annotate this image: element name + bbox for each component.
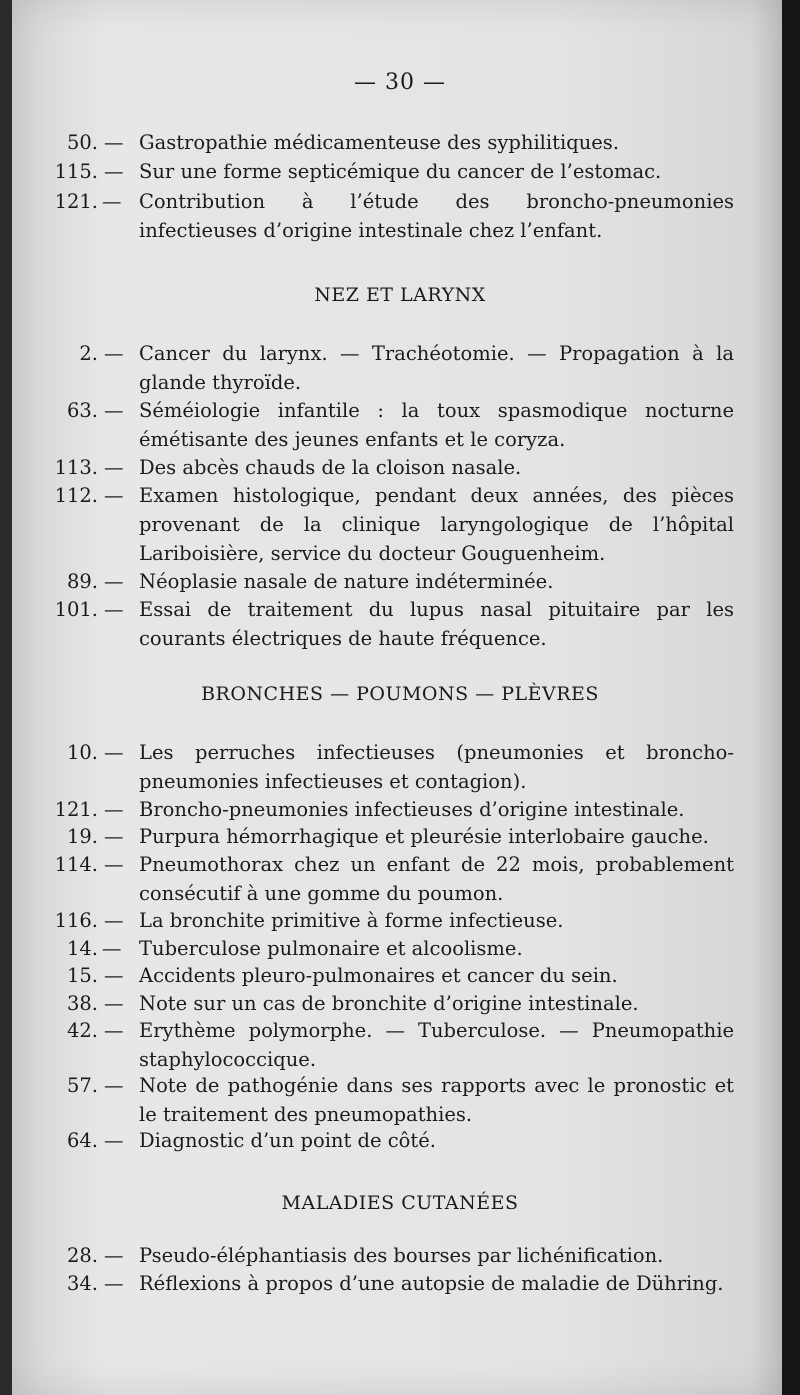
entry-dash: —: [102, 190, 122, 213]
entry-text: Pseudo-éléphantiasis des bourses par lichénification.: [139, 1244, 664, 1267]
entry-text: Diagnostic d’un point de côté.: [139, 1129, 436, 1152]
entry-dash: —: [104, 131, 124, 154]
entry-text: Contribution à l’étude des broncho-pneumonies infectieuses d’origine intestinale chez l’enfant.: [139, 190, 734, 242]
entry-dash: —: [104, 342, 124, 365]
entry-text: Broncho-pneumonies infectieuses d’origine intestinale.: [139, 798, 685, 821]
entry-number: 63.: [66, 399, 98, 422]
page-number: — 30 —: [354, 70, 446, 95]
entry-dash: —: [104, 825, 124, 848]
entry-number: 10.: [66, 741, 98, 764]
entry-number: 14.: [66, 937, 98, 960]
entry-dash: —: [104, 1272, 124, 1295]
entry-number: 38.: [66, 992, 98, 1015]
entry-number: 114.: [54, 853, 98, 876]
section-heading: BRONCHES — POUMONS — PLÈVRES: [201, 683, 599, 705]
section-heading: MALADIES CUTANÉES: [281, 1192, 519, 1214]
entry-text: La bronchite primitive à forme infectieuse.: [139, 909, 564, 932]
entry-text: Sur une forme septicémique du cancer de l’estomac.: [139, 160, 662, 183]
entry-text: Réflexions à propos d’une autopsie de maladie de Dühring.: [139, 1272, 724, 1295]
entry-dash: —: [104, 964, 124, 987]
entry-dash: —: [104, 1244, 124, 1267]
entry-number: 89.: [66, 570, 98, 593]
entry-text: Accidents pleuro-pulmonaires et cancer du sein.: [139, 964, 618, 987]
entry-number: 115.: [54, 160, 98, 183]
entry-text: Séméiologie infantile : la toux spasmodique nocturne émétisante des jeunes enfants et le coryza.: [139, 399, 734, 451]
entry-dash: —: [104, 853, 124, 876]
section-heading: NEZ ET LARYNX: [314, 284, 486, 306]
entry-number: 50.: [66, 131, 98, 154]
entry-text: Note sur un cas de bronchite d’origine intestinale.: [139, 992, 639, 1015]
entry-text: Cancer du larynx. — Trachéotomie. — Propagation à la glande thyroïde.: [139, 342, 734, 394]
entry-number: 101.: [54, 598, 98, 621]
entry-dash: —: [102, 937, 122, 960]
entry-number: 34.: [66, 1272, 98, 1295]
entry-dash: —: [104, 1129, 124, 1152]
entry-dash: —: [104, 1019, 124, 1042]
entry-number: 121.: [54, 798, 98, 821]
entry-number: 2.: [79, 342, 98, 365]
entry-text: Les perruches infectieuses (pneumonies et broncho-pneumonies infectieuses et contagion).: [139, 741, 734, 793]
entry-text: Gastropathie médicamenteuse des syphilitiques.: [139, 131, 620, 154]
entry-number: 64.: [66, 1129, 98, 1152]
entry-text: Pneumothorax chez un enfant de 22 mois, probablement consécutif à une gomme du poumon.: [139, 853, 734, 905]
entry-number: 42.: [66, 1019, 98, 1042]
entry-dash: —: [104, 570, 124, 593]
entry-text: Examen histologique, pendant deux années, des pièces provenant de la clinique laryngologique de l’hôpital Lariboisière, service du docteur Gouguenheim.: [139, 484, 734, 565]
entry-dash: —: [104, 598, 124, 621]
entry-dash: —: [104, 798, 124, 821]
entry-number: 113.: [54, 456, 98, 479]
entry-text: Tuberculose pulmonaire et alcoolisme.: [139, 937, 523, 960]
entry-text: Des abcès chauds de la cloison nasale.: [139, 456, 522, 479]
entry-dash: —: [104, 1074, 124, 1097]
entry-dash: —: [104, 160, 124, 183]
entry-number: 57.: [66, 1074, 98, 1097]
entry-number: 15.: [66, 964, 98, 987]
entry-number: 28.: [66, 1244, 98, 1267]
entry-text: Note de pathogénie dans ses rapports avec le pronostic et le traitement des pneumopathies.: [139, 1074, 734, 1126]
entry-number: 19.: [66, 825, 98, 848]
entry-dash: —: [104, 741, 124, 764]
entry-text: Néoplasie nasale de nature indéterminée.: [139, 570, 554, 593]
entry-text: Purpura hémorrhagique et pleurésie interlobaire gauche.: [139, 825, 709, 848]
entry-dash: —: [104, 399, 124, 422]
entry-text: Erythème polymorphe. — Tuberculose. — Pneumopathie staphylococcique.: [139, 1019, 734, 1071]
entry-dash: —: [104, 909, 124, 932]
entry-text: Essai de traitement du lupus nasal pituitaire par les courants électriques de haute fréquence.: [139, 598, 734, 650]
entry-dash: —: [104, 992, 124, 1015]
entry-dash: —: [104, 456, 124, 479]
entry-number: 116.: [54, 909, 98, 932]
entry-number: 121.: [54, 190, 98, 213]
entry-dash: —: [104, 484, 124, 507]
entry-number: 112.: [54, 484, 98, 507]
